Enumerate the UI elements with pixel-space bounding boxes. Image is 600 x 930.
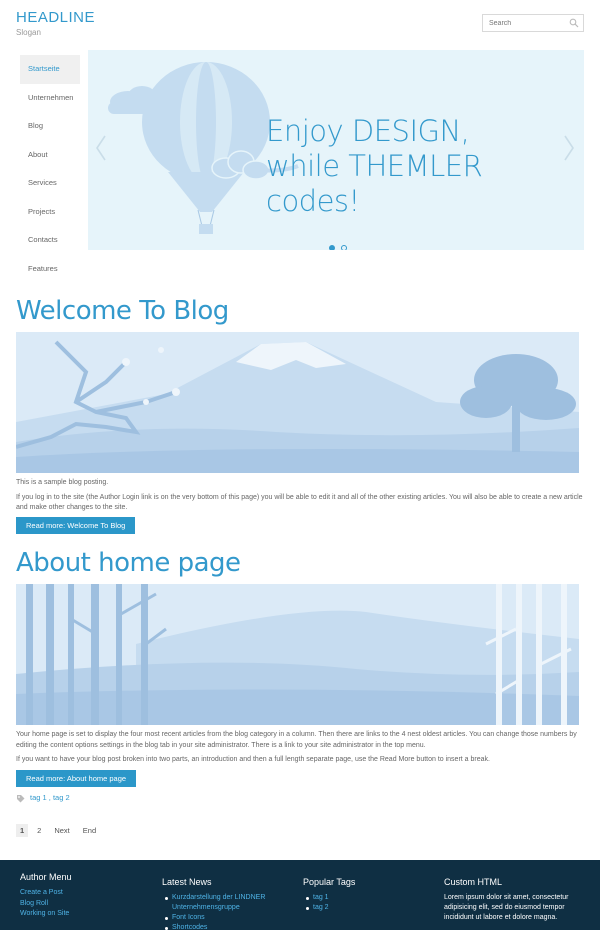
tag-item[interactable]: tag 1 — [303, 893, 445, 903]
footer-latest-news — [162, 877, 304, 930]
page-1[interactable]: 1 — [16, 824, 28, 837]
post-paragraph: Your home page is set to display the four most recent articles from the blog category in a column. Then there are links to the 4 nest oldest articles. You can change those numbers by editing the content options settings in the blog tab in your site administrator. There is a link to your site administrator in the top menu. — [16, 731, 577, 749]
hero-slider — [88, 50, 584, 250]
slide-caption-line2: while THEMLER codes! — [266, 148, 483, 218]
post-image-bamboo — [16, 584, 579, 725]
post-title[interactable]: Welcome To Blog — [16, 296, 229, 326]
footer-popular-tags — [303, 877, 445, 913]
footer-custom-html — [444, 877, 590, 923]
news-item[interactable]: Font Icons — [162, 913, 304, 923]
chevron-right-icon[interactable] — [562, 134, 576, 162]
site-header — [0, 0, 600, 50]
chevron-left-icon[interactable] — [94, 134, 108, 162]
post-body — [16, 730, 586, 766]
slider-dot-1[interactable] — [329, 245, 335, 250]
search-icon[interactable] — [569, 18, 579, 28]
post-tags — [16, 793, 70, 803]
post-paragraph: This is a sample blog posting. — [16, 479, 109, 486]
nav-item-startseite[interactable]: Startseite — [20, 55, 80, 84]
footer-link-blog-roll[interactable]: Blog Roll — [20, 899, 49, 907]
footer-heading: Latest News — [162, 877, 212, 887]
site-headline[interactable]: HEADLINE — [16, 9, 96, 26]
search-box[interactable] — [482, 14, 584, 32]
bamboo-illustration — [16, 584, 579, 725]
footer-author-menu — [20, 872, 162, 920]
footer-heading: Popular Tags — [303, 877, 356, 887]
slide-caption — [266, 114, 584, 218]
pagination — [16, 824, 105, 837]
nav-item-unternehmen[interactable]: Unternehmen — [28, 92, 74, 102]
page-2[interactable]: 2 — [37, 826, 42, 835]
slider-dot-2[interactable] — [341, 245, 347, 250]
footer-link-working-on-site[interactable]: Working on Site — [20, 910, 70, 917]
post-image-mountain — [16, 332, 579, 473]
slide-caption-line1: Enjoy DESIGN, — [266, 114, 470, 148]
post-paragraph: If you log in to the site (the Author Login link is on the very bottom of this page) you will be able to edit it and all of the other existing articles. You will also be able to create a new article and make other changes to the site. — [16, 493, 583, 511]
news-item[interactable]: Kurzdarstellung der LINDNER Unternehmensgruppe — [162, 893, 304, 913]
page-next[interactable]: Next — [54, 826, 70, 835]
post-body — [16, 478, 586, 514]
footer-heading: Custom HTML — [444, 877, 503, 887]
search-input[interactable] — [483, 15, 567, 31]
tag-link-1[interactable]: tag 1 — [30, 793, 47, 802]
news-item[interactable]: Shortcodes — [162, 923, 304, 930]
tag-item[interactable]: tag 2 — [303, 903, 445, 913]
tag-link-2[interactable]: tag 2 — [52, 793, 70, 802]
nav-item-services[interactable]: Services — [28, 178, 57, 187]
tag-separator: , — [46, 793, 53, 802]
read-more-button[interactable]: Read more: About home page — [16, 770, 136, 787]
nav-item-projects[interactable]: Projects — [28, 206, 56, 216]
post-paragraph: If you want to have your blog post broken into two parts, an introduction and then a full length separate page, use the Read More button to insert a break. — [16, 756, 490, 763]
tag-icon — [16, 794, 25, 803]
post-title[interactable]: About home page — [16, 548, 241, 578]
read-more-button[interactable]: Read more: Welcome To Blog — [16, 517, 135, 534]
nav-item-blog[interactable]: Blog — [28, 121, 44, 130]
footer-heading: Author Menu — [20, 872, 72, 882]
page-end[interactable]: End — [82, 826, 97, 835]
site-footer — [0, 860, 600, 930]
nav-item-features[interactable]: Features — [28, 263, 58, 273]
nav-item-about[interactable]: About — [28, 149, 48, 159]
footer-custom-text: Lorem ipsum dolor sit amet, consectetur adipisicing elit, sed do eiusmod tempor incididunt ut labore et dolore magna. — [444, 894, 569, 921]
nav-item-contacts[interactable]: Contacts — [28, 235, 58, 244]
sidebar-nav — [20, 55, 80, 283]
slider-dots — [329, 238, 349, 250]
site-slogan: Slogan — [16, 28, 41, 37]
footer-link-create-post[interactable]: Create a Post — [20, 889, 63, 896]
mountain-illustration — [16, 332, 579, 473]
